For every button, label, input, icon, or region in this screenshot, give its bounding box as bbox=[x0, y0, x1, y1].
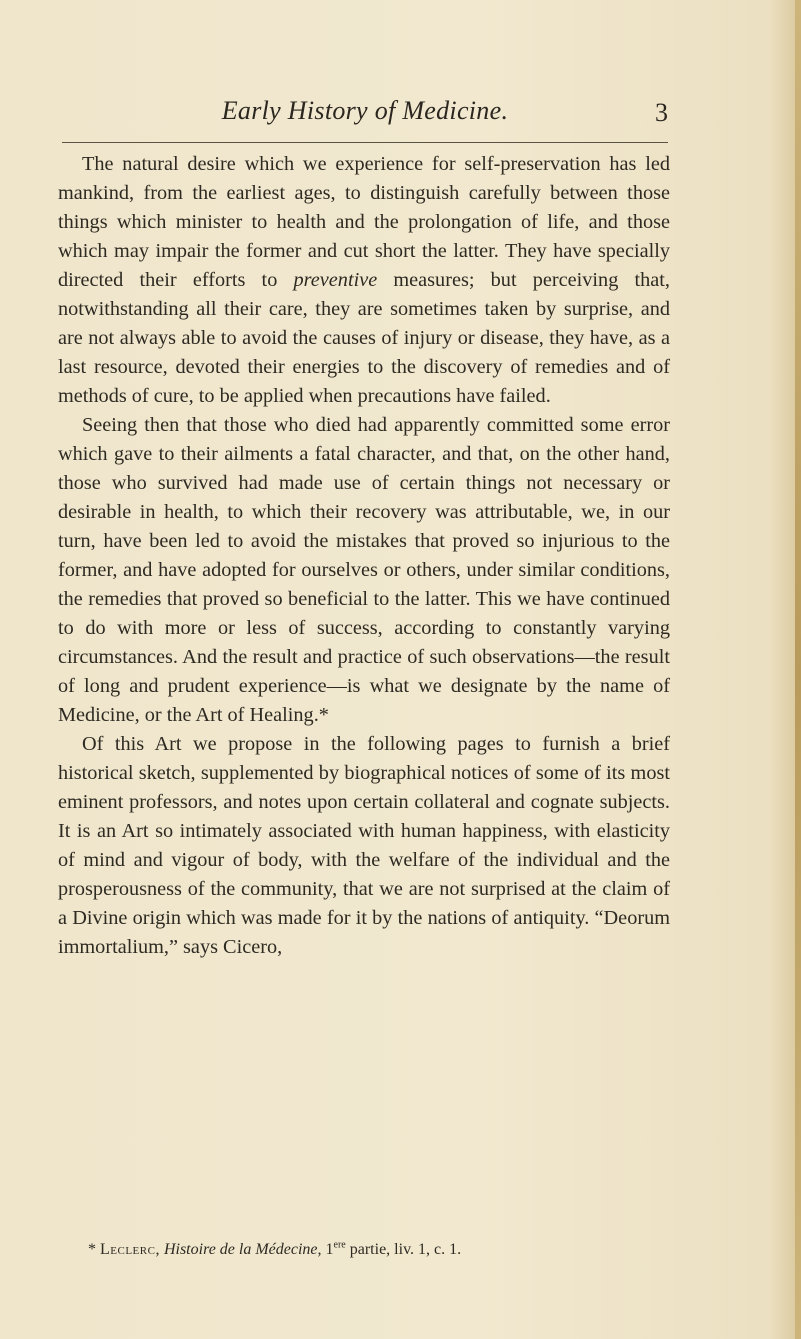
header-rule bbox=[62, 142, 668, 143]
paragraph-3: Of this Art we propose in the following pages to furnish a brief historical sketch, supplemented by biographical notices of some of its most eminent professors, and notes upon certain collateral and cognate subjects. It is an Art so intimately associated with human happiness, with elasticity of mind and vigour of body, with the welfare of the individual and the prosperousness of the community, that we are not surprised at the claim of a Divine origin which was made for it by the nations of antiquity. “Deorum immortalium,” says Cicero, bbox=[58, 733, 670, 958]
page-number: 3 bbox=[655, 98, 668, 127]
footnote bbox=[88, 1240, 678, 1260]
page-edge bbox=[795, 0, 801, 1339]
footnote-rest: partie, liv. 1, c. 1. bbox=[345, 1241, 462, 1258]
page-header bbox=[62, 96, 668, 140]
footnote-part-suffix: ere bbox=[333, 1239, 346, 1251]
body-text bbox=[58, 150, 670, 962]
footnote-marker: * bbox=[88, 1241, 96, 1258]
footnote-author: Leclerc, bbox=[100, 1241, 160, 1258]
running-title: Early History of Medicine. bbox=[221, 96, 509, 125]
paragraph-2: Seeing then that those who died had apparently committed some error which gave to their ailments a fatal character, and that, on the other hand, those who survived had made use of certain things not necessary or desirable in health, to which their recovery was attributable, we, in our turn, have been led to avoid the mistakes that proved so injurious to the former, and have adopted for ourselves or others, under similar conditions, the remedies that proved so beneficial to the latter. This we have continued to do with more or less of success, according to constantly varying circumstances. And the result and practice of such observations—the result of long and prudent experience—is what we designate by the name of Medicine, or the Art of Healing.* bbox=[58, 414, 670, 726]
paragraph-1 bbox=[58, 150, 670, 411]
paragraph-1-text-b: measures; but perceiving that, notwithstanding all their care, they are sometimes taken by surprise, and are not always able to avoid the causes of injury or disease, they have, as a last resource, devoted their energies to the discovery of remedies and of methods of cure, to be applied when precautions have failed. bbox=[58, 269, 670, 407]
paragraph-1-text-a: The natural desire which we experience for self-preservation has led mankind, from the earliest ages, to distinguish carefully between those things which minister to health and the prolongation of life, and those which may impair the former and cut short the latter. They have specially directed their efforts to bbox=[58, 153, 670, 291]
paragraph-1-italic: preventive bbox=[293, 269, 378, 291]
footnote-part-number: 1 bbox=[325, 1241, 334, 1258]
footnote-title: Histoire de la Médecine, bbox=[163, 1241, 322, 1258]
